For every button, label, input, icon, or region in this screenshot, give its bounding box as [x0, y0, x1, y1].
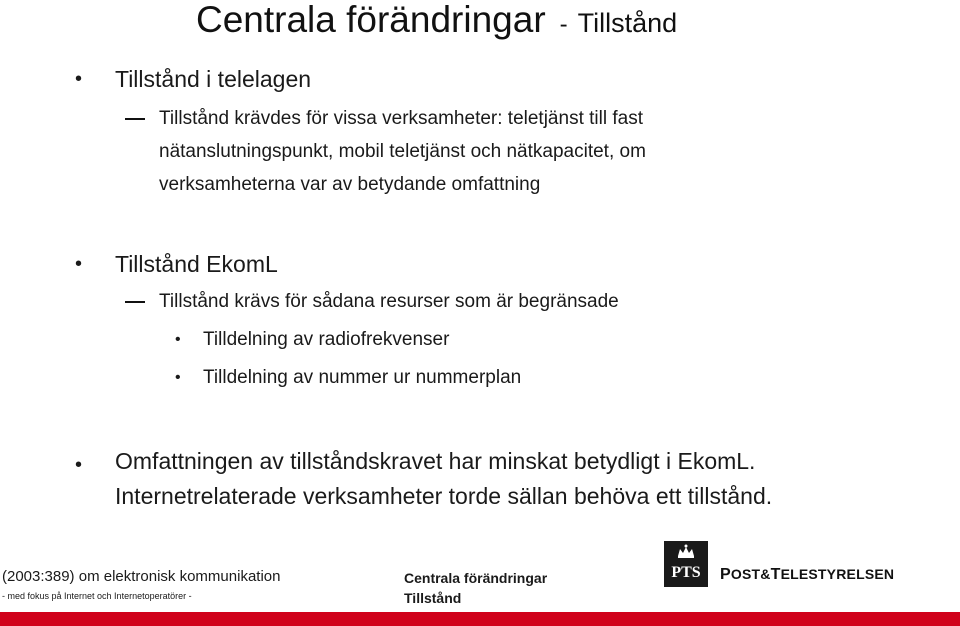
footer-law: [2, 567, 280, 603]
bullet-2-item-1-text: Tilldelning av radiofrekvenser: [203, 329, 450, 350]
bullet-1-sub: [159, 102, 646, 201]
footer-topic-title: Centrala förändringar: [404, 570, 548, 586]
bullet-3-line2: Internetrelaterade verksamheter torde sällan behöva ett tillstånd.: [115, 483, 773, 509]
bullet-2-item-2: [175, 366, 522, 390]
footer-topic: [404, 568, 547, 608]
bullet-dot-icon: •: [75, 454, 83, 476]
bullet-1-sub-line2: nätanslutningspunkt, mobil teletjänst och nätkapacitet, om: [159, 141, 646, 162]
slide-title: [196, 0, 677, 47]
bullet-dot-icon: •: [75, 68, 83, 90]
bullet-dot-icon: •: [175, 369, 181, 386]
org-name: POST&TELESTYRELSEN: [720, 566, 895, 583]
title-separator: -: [559, 11, 568, 38]
pts-crown-logo-icon: [664, 541, 708, 587]
bullet-dot-icon: •: [75, 253, 83, 275]
title-sub: Tillstånd: [577, 8, 678, 38]
title-main: Centrala förändringar: [196, 0, 546, 40]
bullet-3-line1: Omfattningen av tillståndskravet har minskat betydligt i EkomL.: [115, 448, 756, 474]
bullet-3: [75, 444, 773, 514]
dash-icon: [125, 118, 145, 120]
bullet-2-item-2-text: Tilldelning av nummer ur nummerplan: [203, 367, 522, 388]
logo-text: PTS: [671, 564, 701, 581]
dash-icon: [125, 301, 145, 303]
bullet-1-sub-line3: verksamheterna var av betydande omfattning: [159, 174, 541, 195]
footer-topic-sub: Tillstånd: [404, 590, 462, 606]
bullet-2-sub: [159, 285, 619, 318]
bullet-1-text: Tillstånd i telelagen: [115, 66, 312, 92]
bullet-2: [75, 250, 278, 278]
footer-law-title: (2003:389) om elektronisk kommunikation: [2, 568, 281, 585]
footer-law-focus: - med fokus på Internet och Internetoperatörer -: [2, 591, 192, 601]
accent-bar: [0, 612, 960, 626]
bullet-dot-icon: •: [175, 331, 181, 348]
bullet-2-item-1: [175, 328, 450, 352]
bullet-1-sub-line1: Tillstånd krävdes för vissa verksamheter: teletjänst till fast: [159, 108, 643, 129]
bullet-1: [75, 65, 312, 93]
bullet-2-text: Tillstånd EkomL: [115, 251, 278, 277]
bullet-2-sub-text: Tillstånd krävs för sådana resurser som är begränsade: [159, 291, 619, 312]
